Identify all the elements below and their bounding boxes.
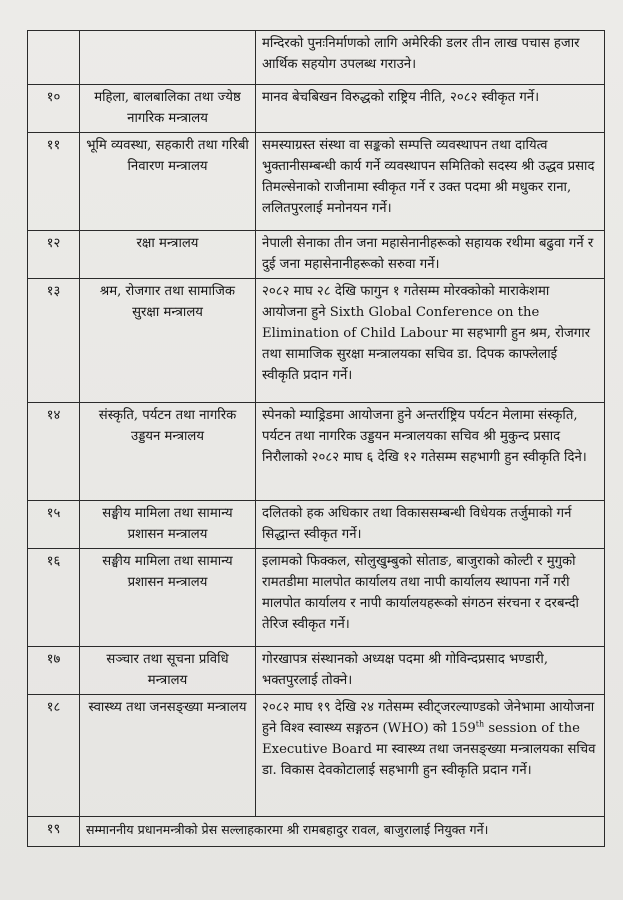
decision-text: गोरखापत्र संस्थानको अध्यक्ष पदमा श्री गोविन्दप्रसाद भण्डारी, भक्तपुरलाई तोक्ने। (256, 647, 605, 695)
ministry-name: सञ्चार तथा सूचना प्रविधि मन्त्रालय (80, 647, 256, 695)
table-row (28, 231, 605, 279)
ordinal-suffix: th (475, 719, 485, 729)
decision-text-part: २०८२ माघ १९ देखि २४ गतेसम्म स्वीट्जरल्याण्डको जेनेभामा आयोजना हुने विश्व स्वास्थ्य सङ्गठन (WHO) को 159 (262, 700, 595, 736)
row-number: १२ (28, 231, 80, 279)
ministry-name: संस्कृति, पर्यटन तथा नागरिक उड्डयन मन्त्रालय (80, 403, 256, 501)
ministry-name: भूमि व्यवस्था, सहकारी तथा गरिबी निवारण मन्त्रालय (80, 133, 256, 231)
decision-text: मन्दिरको पुनःनिर्माणको लागि अमेरिकी डलर तीन लाख पचास हजार आर्थिक सहयोग उपलब्ध गराउने। (256, 31, 605, 85)
decision-text: इलामको फिक्कल, सोलुखुम्बुको सोताङ, बाजुराको कोल्टी र मुगुको रामतडीमा मालपोत कार्यालय तथा नापी कार्यालय स्थापना गर्ने गरी मालपोत कार्यालय र नापी कार्यालयहरूको संगठन संरचना र दरबन्दी तेरिज स्वीकृत गर्ने। (256, 549, 605, 647)
table-row (28, 549, 605, 647)
ministry-name: सङ्घीय मामिला तथा सामान्य प्रशासन मन्त्रालय (80, 549, 256, 647)
table-row (28, 501, 605, 549)
decision-text: मानव बेचबिखन विरुद्धको राष्ट्रिय नीति, २०८२ स्वीकृत गर्ने। (256, 85, 605, 133)
ministry-name: श्रम, रोजगार तथा सामाजिक सुरक्षा मन्त्रालय (80, 279, 256, 403)
ministry-name (80, 31, 256, 85)
decision-text: स्पेनको म्याड्रिडमा आयोजना हुने अन्तर्राष्ट्रिय पर्यटन मेलामा संस्कृति, पर्यटन तथा नागरिक उड्डयन मन्त्रालयका सचिव श्री मुकुन्द प्रसाद निरौलाको २०८२ माघ ६ देखि १२ गतेसम्म सहभागी हुन स्वीकृति दिने। (256, 403, 605, 501)
ministry-name: स्वास्थ्य तथा जनसङ्ख्या मन्त्रालय (80, 695, 256, 817)
decision-text (256, 279, 605, 403)
table-row (28, 85, 605, 133)
table-row (28, 279, 605, 403)
decision-text: नेपाली सेनाका तीन जना महासेनानीहरूको सहायक रथीमा बढुवा गर्ने र दुई जना महासेनानीहरूको सरुवा गर्ने। (256, 231, 605, 279)
table-row (28, 31, 605, 85)
row-number: १५ (28, 501, 80, 549)
table-row (28, 403, 605, 501)
row-number (28, 31, 80, 85)
decision-text: सम्माननीय प्रधानमन्त्रीको प्रेस सल्लाहकारमा श्री रामबहादुर रावल, बाजुरालाई नियुक्त गर्ने। (80, 817, 605, 847)
table-row (28, 647, 605, 695)
row-number: १८ (28, 695, 80, 817)
decision-text (256, 695, 605, 817)
decision-text-part: session of the Executive Board मा स्वास्थ्य तथा जनसङ्ख्या मन्त्रालयका सचिव डा. विकास देवकोटालाई सहभागी हुन स्वीकृति प्रदान गर्ने। (262, 721, 596, 778)
table-row (28, 817, 605, 847)
cabinet-decisions-table (27, 30, 605, 847)
row-number: १६ (28, 549, 80, 647)
row-number: १९ (28, 817, 80, 847)
row-number: १४ (28, 403, 80, 501)
row-number: ११ (28, 133, 80, 231)
row-number: १३ (28, 279, 80, 403)
ministry-name: रक्षा मन्त्रालय (80, 231, 256, 279)
table-row (28, 695, 605, 817)
table-row (28, 133, 605, 231)
row-number: १७ (28, 647, 80, 695)
ministry-name: सङ्घीय मामिला तथा सामान्य प्रशासन मन्त्रालय (80, 501, 256, 549)
decision-text-part: २०८२ माघ २८ देखि फागुन १ गतेसम्म मोरक्कोको माराकेशमा आयोजना हुने Sixth Global Conference on the Elimination of Child Labour मा सहभागी हुन श्रम, रोजगार तथा सामाजिक सुरक्षा मन्त्रालयका सचिव डा. दिपक काफ्लेलाई स्वीकृति प्रदान गर्ने। (262, 284, 591, 383)
decision-text: समस्याग्रस्त संस्था वा सङ्कको सम्पत्ति व्यवस्थापन तथा दायित्व भुक्तानीसम्बन्धी कार्य गर्ने व्यवस्थापन समितिको सदस्य श्री उद्धव प्रसाद तिमल्सेनाको राजीनामा स्वीकृत गर्ने र उक्त पदमा श्री मधुकर राना, ललितपुरलाई मनोनयन गर्ने। (256, 133, 605, 231)
decision-text: दलितको हक अधिकार तथा विकाससम्बन्धी विधेयक तर्जुमाको गर्न सिद्धान्त स्वीकृत गर्ने। (256, 501, 605, 549)
row-number: १० (28, 85, 80, 133)
ministry-name: महिला, बालबालिका तथा ज्येष्ठ नागरिक मन्त्रालय (80, 85, 256, 133)
